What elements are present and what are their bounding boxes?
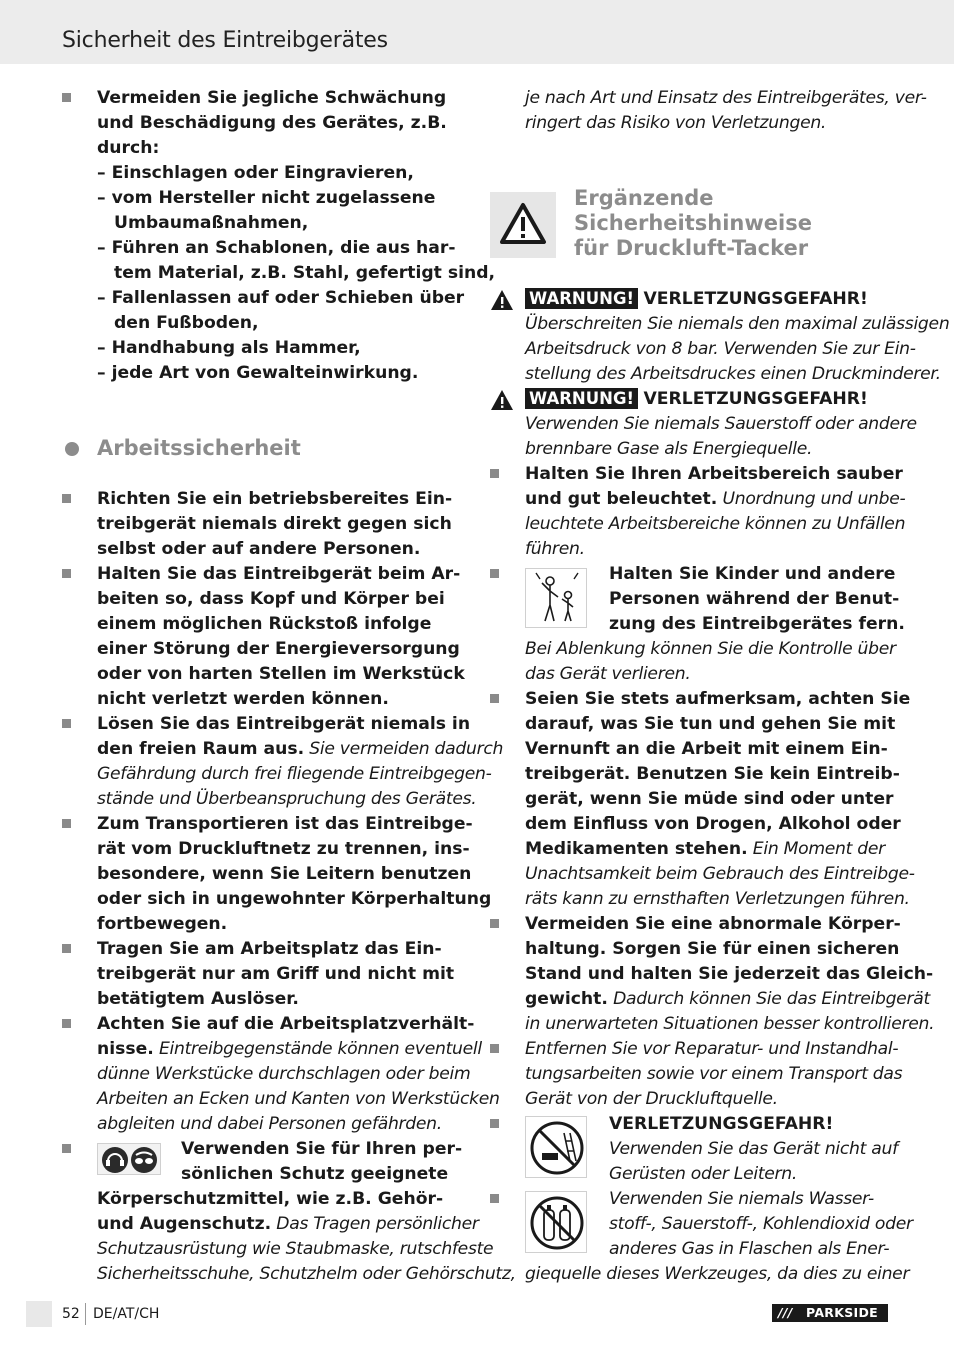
text-line: rät vom Druckluftnetz zu trennen, ins- (97, 839, 470, 859)
page-number: 52 (62, 1306, 80, 1322)
bullet-icon (62, 719, 71, 728)
text-bold: und gut beleuchtet. (525, 489, 718, 509)
bullet-icon (62, 494, 71, 503)
text-bold: gewicht. (525, 989, 608, 1009)
warning-triangle-icon (490, 192, 556, 258)
text-line: beiten so, dass Kopf und Körper bei (97, 589, 445, 609)
text-line: – vom Hersteller nicht zugelassene (97, 188, 436, 208)
text-line: Halten Sie das Eintreibgerät beim Ar- (97, 564, 461, 584)
text-line: durch: (97, 138, 160, 158)
text-italic: Unordnung und unbe- (717, 489, 906, 509)
warning-heading: VERLETZUNGSGEFAHR! (609, 1114, 834, 1134)
text-line: stände und Überbeanspruchung des Gerätes. (97, 789, 477, 809)
text-line: führen. (525, 539, 585, 559)
text-line: Vernunft an die Arbeit mit einem Ein- (525, 739, 888, 759)
text-line: – Fallenlassen auf oder Schieben über (97, 288, 465, 308)
section-bullet-icon (65, 442, 79, 456)
logo-stripes: /// (778, 1305, 793, 1320)
text-line: Arbeiten an Ecken und Kanten von Werkstücken (97, 1089, 500, 1109)
text-line: den Fußboden, (114, 313, 259, 333)
text-bold: nisse. (97, 1039, 154, 1059)
text-line: einer Störung der Energieversorgung (97, 639, 460, 659)
text-line: Gerät von der Druckluftquelle. (525, 1089, 778, 1109)
text-line: in unerwarteten Situationen besser kontrollieren. (525, 1014, 935, 1034)
text-line: haltung. Sorgen Sie für einen sicheren (525, 939, 900, 959)
warning-triangle-icon (490, 289, 514, 311)
text-line: Tragen Sie am Arbeitsplatz das Ein- (97, 939, 442, 959)
brand-logo (772, 1304, 888, 1322)
text-line: Gerüsten oder Leitern. (609, 1164, 798, 1184)
text-line: treibgerät. Benutzen Sie kein Eintreib- (525, 764, 900, 784)
text-line: das Gerät verlieren. (525, 664, 691, 684)
text-line: – jede Art von Gewalteinwirkung. (97, 363, 419, 383)
bullet-icon (62, 569, 71, 578)
bullet-icon (490, 469, 499, 478)
text-italic: Eintreibgegenstände können eventuell (153, 1039, 482, 1059)
text-line: darauf, was Sie tun und gehen Sie mit (525, 714, 896, 734)
text-line: sönlichen Schutz geeignete (181, 1164, 449, 1184)
text-line: gerät, wenn Sie müde sind oder unter (525, 789, 894, 809)
text-line: – Handhabung als Hammer, (97, 338, 361, 358)
text-line: besondere, wenn Sie Leitern benutzen (97, 864, 472, 884)
text-line: Verwenden Sie niemals Wasser- (609, 1189, 874, 1209)
text-line: Verwenden Sie niemals Sauerstoff oder andere (525, 414, 917, 434)
text-line: tem Material, z.B. Stahl, gefertigt sind, (114, 263, 496, 283)
text-line: brennbare Gase als Energiequelle. (525, 439, 813, 459)
warning-box (490, 192, 556, 258)
text-line: abgleiten und dabei Personen gefährden. (97, 1114, 442, 1134)
text-line: Entfernen Sie vor Reparatur- und Instandhal- (525, 1039, 899, 1059)
text-line: oder von harten Stellen im Werkstück (97, 664, 465, 684)
text-line: nicht verletzt werden können. (97, 689, 389, 709)
bullet-icon (490, 694, 499, 703)
text-line: Verwenden Sie für Ihren per- (181, 1139, 463, 1159)
text-line: Schutzausrüstung wie Staubmaske, rutschfeste (97, 1239, 494, 1259)
text-line: einem möglichen Rückstoß infolge (97, 614, 432, 634)
warning-heading: VERLETZUNGSGEFAHR! (643, 289, 868, 309)
text-line: Halten Sie Ihren Arbeitsbereich sauber (525, 464, 903, 484)
text-line: stellung des Arbeitsdruckes einen Druckminderer. (525, 364, 941, 384)
text-line: oder sich in ungewohnter Körperhaltung (97, 889, 492, 909)
text-line: Sicherheitsschuhe, Schutzhelm oder Gehörschutz, (97, 1264, 516, 1284)
text-line: ringert das Risiko von Verletzungen. (525, 113, 827, 133)
section-title: Arbeitssicherheit (97, 436, 301, 460)
bullet-icon (62, 1019, 71, 1028)
section-title (574, 186, 812, 261)
text-bold: den freien Raum aus. (97, 739, 305, 759)
text-line: Unachtsamkeit beim Gebrauch des Eintreibge- (525, 864, 915, 884)
text-line: Überschreiten Sie niemals den maximal zulässigen (525, 314, 950, 334)
text-line: Ergänzende (574, 186, 714, 210)
warning-triangle-icon (490, 389, 514, 411)
text-line: je nach Art und Einsatz des Eintreibgerätes, ver- (525, 88, 927, 108)
footer-divider (85, 1303, 86, 1325)
text-line: Gefährdung durch frei fliegende Eintreibgegen- (97, 764, 492, 784)
text-line: Vermeiden Sie eine abnormale Körper- (525, 914, 901, 934)
bullet-icon (62, 819, 71, 828)
warning-heading: VERLETZUNGSGEFAHR! (643, 389, 868, 409)
text-line: treibgerät nur am Griff und nicht mit (97, 964, 455, 984)
text-line: Zum Transportieren ist das Eintreibge- (97, 814, 473, 834)
bullet-icon (490, 1194, 499, 1203)
text-line: Halten Sie Kinder und andere (609, 564, 896, 584)
text-line: räts kann zu ernsthaften Verletzungen führen. (525, 889, 910, 909)
text-line: giequelle dieses Werkzeuges, da dies zu einer (525, 1264, 910, 1284)
text-line: zung des Eintreibgerätes fern. (609, 614, 905, 634)
text-line: betätigtem Auslöser. (97, 989, 299, 1009)
bullet-icon (62, 944, 71, 953)
text-line: fortbewegen. (97, 914, 228, 934)
text-line: Richten Sie ein betriebsbereites Ein- (97, 489, 453, 509)
page-title: Sicherheit des Eintreibgerätes (62, 28, 388, 53)
warning-badge: WARNUNG! (525, 388, 638, 409)
text-line: dünne Werkstücke durchschlagen oder beim (97, 1064, 471, 1084)
text-italic: Dadurch können Sie das Eintreibgerät (607, 989, 930, 1009)
text-line: – Führen an Schablonen, die aus har- (97, 238, 456, 258)
text-line: Lösen Sie das Eintreibgerät niemals in (97, 714, 471, 734)
text-line: leuchtete Arbeitsbereiche können zu Unfällen (525, 514, 906, 534)
bullet-icon (490, 569, 499, 578)
logo-text: PARKSIDE (806, 1305, 878, 1320)
text-line: selbst oder auf andere Personen. (97, 539, 421, 559)
text-line: Seien Sie stets aufmerksam, achten Sie (525, 689, 911, 709)
text-line: dem Einfluss von Drogen, Alkohol oder (525, 814, 901, 834)
bullet-icon (62, 1144, 71, 1153)
text-line: Körperschutzmittel, wie z.B. Gehör- (97, 1189, 444, 1209)
text-line: Achten Sie auf die Arbeitsplatzverhält- (97, 1014, 475, 1034)
footer-marker (26, 1301, 52, 1327)
text-italic: Ein Moment der (747, 839, 885, 859)
text-line: und Beschädigung des Gerätes, z.B. (97, 113, 447, 133)
text-line: Verwenden Sie das Gerät nicht auf (609, 1139, 898, 1159)
text-line: Bei Ablenkung können Sie die Kontrolle über (525, 639, 896, 659)
text-line: stoff-, Sauerstoff-, Kohlendioxid oder (609, 1214, 913, 1234)
text-bold: Medikamenten stehen. (525, 839, 748, 859)
text-line: anderes Gas in Flaschen als Ener- (609, 1239, 890, 1259)
language-code: DE/AT/CH (93, 1306, 160, 1322)
text-line: – Einschlagen oder Eingravieren, (97, 163, 414, 183)
bullet-icon (490, 1119, 499, 1128)
bullet-icon (490, 1044, 499, 1053)
text-line: für Druckluft-Tacker (574, 236, 809, 260)
warning-badge: WARNUNG! (525, 288, 638, 309)
text-line: Sicherheitshinweise (574, 211, 812, 235)
text-line: Vermeiden Sie jegliche Schwächung (97, 88, 447, 108)
text-line: Arbeitsdruck von 8 bar. Verwenden Sie zur Ein- (525, 339, 916, 359)
text-line: Umbaumaßnahmen, (114, 213, 309, 233)
text-line: Personen während der Benut- (609, 589, 900, 609)
bullet-icon (62, 93, 71, 102)
text-line: treibgerät niemals direkt gegen sich (97, 514, 452, 534)
page-header (0, 0, 954, 64)
bullet-icon (490, 919, 499, 928)
text-line: Stand und halten Sie jederzeit das Gleich- (525, 964, 934, 984)
text-bold: und Augenschutz. (97, 1214, 272, 1234)
text-line: tungsarbeiten sowie vor einem Transport das (525, 1064, 903, 1084)
text-italic: Sie vermeiden dadurch (304, 739, 504, 759)
text-italic: Das Tragen persönlicher (271, 1214, 479, 1234)
